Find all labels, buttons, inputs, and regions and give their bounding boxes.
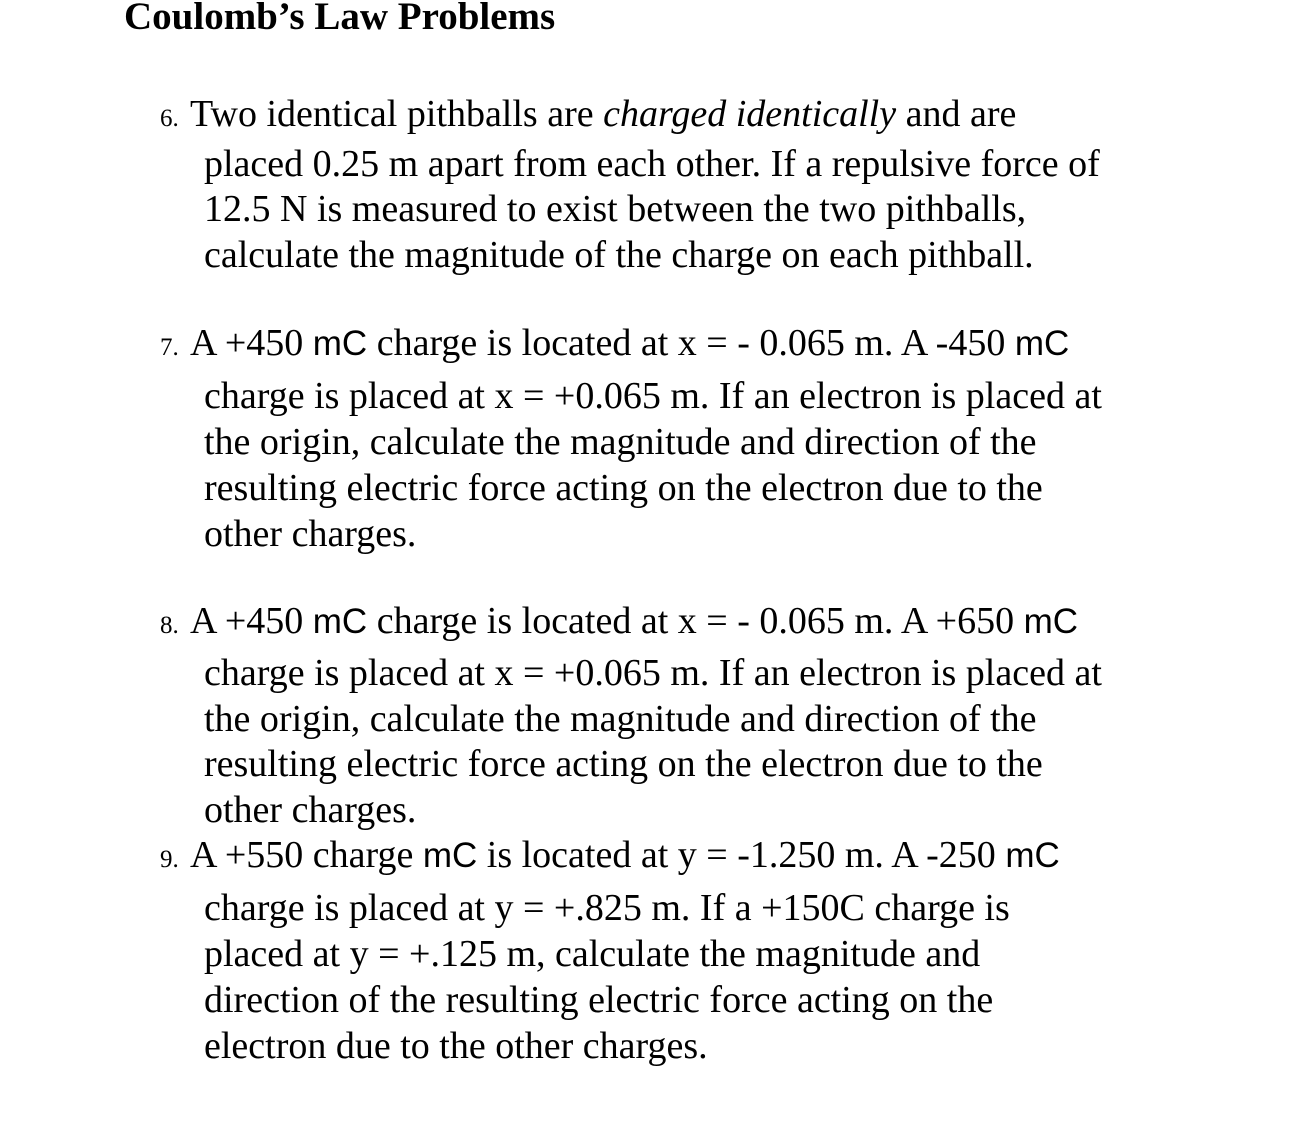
problem-number: 6. bbox=[160, 105, 179, 132]
problem-line: the origin, calculate the magnitude and direction of the bbox=[204, 421, 1037, 463]
problem-text: Two identical pithballs are bbox=[190, 93, 604, 135]
problem-text: charge is located at x = - 0.065 m. A +650 bbox=[367, 600, 1024, 642]
problem-line: charge is placed at x = +0.065 m. If an electron is placed at bbox=[204, 652, 1102, 694]
charge-unit: mC bbox=[422, 836, 478, 875]
problem-text: A +450 bbox=[190, 600, 313, 642]
problem-line: 12.5 N is measured to exist between the two pithballs, bbox=[204, 188, 1027, 230]
problem-line: resulting electric force acting on the electron due to the bbox=[204, 467, 1043, 509]
problem-number: 8. bbox=[160, 612, 179, 639]
problem-number: 7. bbox=[160, 334, 179, 361]
problem-line: placed 0.25 m apart from each other. If a repulsive force of bbox=[204, 142, 1100, 185]
problem-line: placed at y = +.125 m, calculate the magnitude and bbox=[204, 933, 981, 975]
problem-8 bbox=[160, 596, 1160, 833]
problem-line bbox=[160, 318, 1160, 373]
problem-number: 9. bbox=[160, 846, 179, 873]
problem-6 bbox=[160, 92, 1160, 278]
charge-unit: mC bbox=[1014, 324, 1070, 363]
problem-text: A +550 charge bbox=[190, 834, 423, 876]
problem-9 bbox=[160, 830, 1160, 1069]
problem-line bbox=[160, 92, 1160, 142]
charge-unit: mC bbox=[312, 602, 368, 641]
problem-line: direction of the resulting electric force acting on the bbox=[204, 979, 994, 1021]
emphasis-text: charged identically bbox=[603, 93, 897, 135]
charge-unit: mC bbox=[1023, 602, 1079, 641]
problem-line: the origin, calculate the magnitude and direction of the bbox=[204, 697, 1037, 740]
problem-line bbox=[160, 830, 1160, 885]
problem-text: charge is located at x = - 0.065 m. A -450 bbox=[367, 322, 1015, 364]
problem-line: calculate the magnitude of the charge on each pithball. bbox=[204, 233, 1034, 276]
problem-text: is located at y = -1.250 m. A -250 bbox=[477, 834, 1006, 876]
problem-line: resulting electric force acting on the electron due to the bbox=[204, 743, 1043, 785]
charge-unit: mC bbox=[312, 324, 368, 363]
problem-line bbox=[160, 596, 1160, 651]
problem-text: A +450 bbox=[190, 322, 313, 364]
problem-line: charge is placed at x = +0.065 m. If an electron is placed at bbox=[204, 375, 1102, 417]
problem-line: other charges. bbox=[204, 788, 417, 831]
problem-line: other charges. bbox=[204, 513, 417, 555]
problem-7 bbox=[160, 318, 1160, 557]
problem-line: electron due to the other charges. bbox=[204, 1025, 708, 1067]
problem-text: and are bbox=[896, 93, 1017, 135]
charge-unit: mC bbox=[1005, 836, 1060, 875]
problem-line: charge is placed at y = +.825 m. If a +150C charge is bbox=[204, 887, 1010, 929]
page-title: Coulomb’s Law Problems bbox=[124, 0, 556, 38]
